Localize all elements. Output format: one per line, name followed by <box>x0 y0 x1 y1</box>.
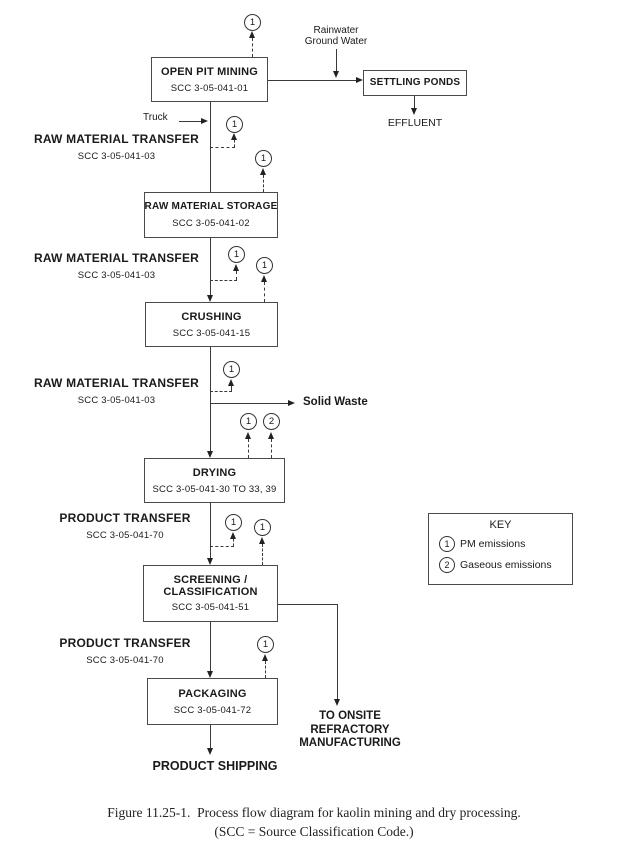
product-transfer-label-1 <box>45 511 205 541</box>
flow-line-spine-2 <box>210 238 211 295</box>
arrow-up-icon <box>231 133 237 140</box>
arrow-right-icon <box>288 400 295 406</box>
emission-branch-line <box>231 386 232 391</box>
effluent-label: EFFLUENT <box>387 117 443 129</box>
key-title: KEY <box>489 519 512 531</box>
arrow-down-icon <box>207 748 213 755</box>
pm-emission-marker: 1 <box>228 246 245 263</box>
transfer-scc: SCC 3-05-041-03 <box>77 395 156 406</box>
arrow-up-icon <box>268 432 274 439</box>
onsite-branch-line <box>278 604 338 605</box>
node-scc: SCC 3-05-041-01 <box>170 82 249 94</box>
to-onsite-line1: TO ONSITE <box>319 710 381 722</box>
transfer-scc: SCC 3-05-041-70 <box>86 655 164 666</box>
arrow-up-icon <box>262 654 268 661</box>
pm-emission-marker: 1 <box>223 361 240 378</box>
emission-branch-line <box>210 391 232 392</box>
node-scc: SCC 3-05-041-72 <box>173 704 252 716</box>
arrow-down-icon <box>207 558 213 565</box>
truck-label: Truck <box>143 112 168 123</box>
arrow-down-icon <box>333 71 339 78</box>
node-title: SETTLING PONDS <box>369 77 461 88</box>
to-onsite-line2: REFRACTORY <box>310 723 390 736</box>
transfer-title: RAW MATERIAL TRANSFER <box>33 376 200 390</box>
arrow-up-icon <box>249 31 255 38</box>
emission-line-open-pit <box>252 38 253 57</box>
node-crushing <box>145 302 278 347</box>
arrow-down-icon <box>411 108 417 115</box>
node-scc: SCC 3-05-041-02 <box>172 218 250 229</box>
pm-emission-marker: 1 <box>226 116 243 133</box>
arrow-up-icon <box>230 532 236 539</box>
figure-caption <box>0 803 628 841</box>
pm-emission-marker: 1 <box>256 257 273 274</box>
emission-line-storage <box>263 175 264 192</box>
gaseous-emission-marker: 2 <box>439 557 455 573</box>
flow-line-spine-3 <box>210 347 211 451</box>
arrow-up-icon <box>233 264 239 271</box>
flow-line-spine-5 <box>210 622 211 671</box>
raw-material-transfer-label-1 <box>30 132 203 162</box>
emission-line-drying-pm <box>248 439 249 458</box>
pm-emission-marker: 1 <box>257 636 274 653</box>
arrow-down-icon <box>207 451 213 458</box>
ground-water-label: Ground Water <box>304 36 368 47</box>
pm-emission-marker: 1 <box>255 150 272 167</box>
transfer-scc: SCC 3-05-041-03 <box>77 270 156 281</box>
node-screening-classification <box>143 565 278 622</box>
arrow-up-icon <box>260 168 266 175</box>
key-item-label: Gaseous emissions <box>460 559 552 571</box>
emission-line-screening <box>262 544 263 565</box>
onsite-branch-line <box>337 604 338 699</box>
arrow-right-icon <box>201 118 208 124</box>
node-title: CRUSHING <box>181 310 242 323</box>
emission-branch-line <box>234 140 235 147</box>
emission-branch-line <box>210 147 235 148</box>
pm-emission-marker: 1 <box>244 14 261 31</box>
node-scc: SCC 3-05-041-30 TO 33, 39 <box>152 483 277 495</box>
node-packaging <box>147 678 278 725</box>
figure-caption-line2: (SCC = Source Classification Code.) <box>214 824 414 839</box>
node-open-pit-mining <box>151 57 268 102</box>
node-scc: SCC 3-05-041-15 <box>172 327 251 339</box>
to-onsite-label <box>285 710 415 751</box>
arrow-down-icon <box>334 699 340 706</box>
solid-waste-line <box>210 403 288 404</box>
key-item-gaseous <box>439 557 572 573</box>
arrow-down-icon <box>207 671 213 678</box>
transfer-scc: SCC 3-05-041-70 <box>86 530 164 541</box>
transfer-scc: SCC 3-05-041-03 <box>77 151 156 162</box>
to-onsite-line3: MANUFACTURING <box>299 737 401 749</box>
transfer-title: PRODUCT TRANSFER <box>59 636 191 650</box>
product-shipping-label: PRODUCT SHIPPING <box>152 759 278 773</box>
truck-line <box>179 121 201 122</box>
emission-branch-line <box>210 280 237 281</box>
transfer-title: PRODUCT TRANSFER <box>59 511 191 525</box>
emission-line-drying-gaseous <box>271 439 272 458</box>
rainwater-ground-water-label <box>290 25 382 47</box>
transfer-title: RAW MATERIAL TRANSFER <box>33 251 200 265</box>
flow-line-spine-6 <box>210 725 211 748</box>
rainwater-line <box>336 49 337 71</box>
pm-emission-marker: 1 <box>225 514 242 531</box>
pm-emission-marker: 1 <box>240 413 257 430</box>
gaseous-emission-marker: 2 <box>263 413 280 430</box>
transfer-title: RAW MATERIAL TRANSFER <box>33 132 200 146</box>
emission-branch-line <box>233 539 234 546</box>
node-settling-ponds <box>363 70 467 96</box>
node-title: DRYING <box>192 466 237 479</box>
flow-line-to-settling-ponds <box>268 80 356 81</box>
product-transfer-label-2 <box>45 636 205 666</box>
rainwater-label: Rainwater <box>313 25 359 36</box>
key-item-pm <box>439 536 572 552</box>
arrow-up-icon <box>259 537 265 544</box>
node-title: OPEN PIT MINING <box>160 65 259 78</box>
raw-material-transfer-label-3 <box>30 376 203 406</box>
node-title: PACKAGING <box>178 687 247 700</box>
arrow-down-icon <box>207 295 213 302</box>
raw-material-transfer-label-2 <box>30 251 203 281</box>
solid-waste-label: Solid Waste <box>303 396 368 408</box>
emission-branch-line <box>210 546 234 547</box>
node-title: RAW MATERIAL STORAGE <box>144 201 278 212</box>
node-title-line1: SCREENING / <box>173 574 248 586</box>
arrow-right-icon <box>356 77 363 83</box>
key-item-label: PM emissions <box>460 538 526 550</box>
emission-line-crushing <box>264 282 265 302</box>
effluent-line <box>414 96 415 108</box>
arrow-up-icon <box>228 379 234 386</box>
pm-emission-marker: 1 <box>254 519 271 536</box>
arrow-up-icon <box>245 432 251 439</box>
node-drying <box>144 458 285 503</box>
pm-emission-marker: 1 <box>439 536 455 552</box>
node-scc: SCC 3-05-041-51 <box>171 602 250 613</box>
node-title-line2: CLASSIFICATION <box>163 586 258 598</box>
emission-line-packaging <box>265 661 266 678</box>
flow-line-spine-4 <box>210 503 211 558</box>
node-raw-material-storage <box>144 192 278 238</box>
key-legend <box>428 513 573 585</box>
figure-caption-line1: Figure 11.25-1. Process flow diagram for kaolin mining and dry processing. <box>107 805 521 820</box>
arrow-up-icon <box>261 275 267 282</box>
emission-branch-line <box>236 271 237 280</box>
